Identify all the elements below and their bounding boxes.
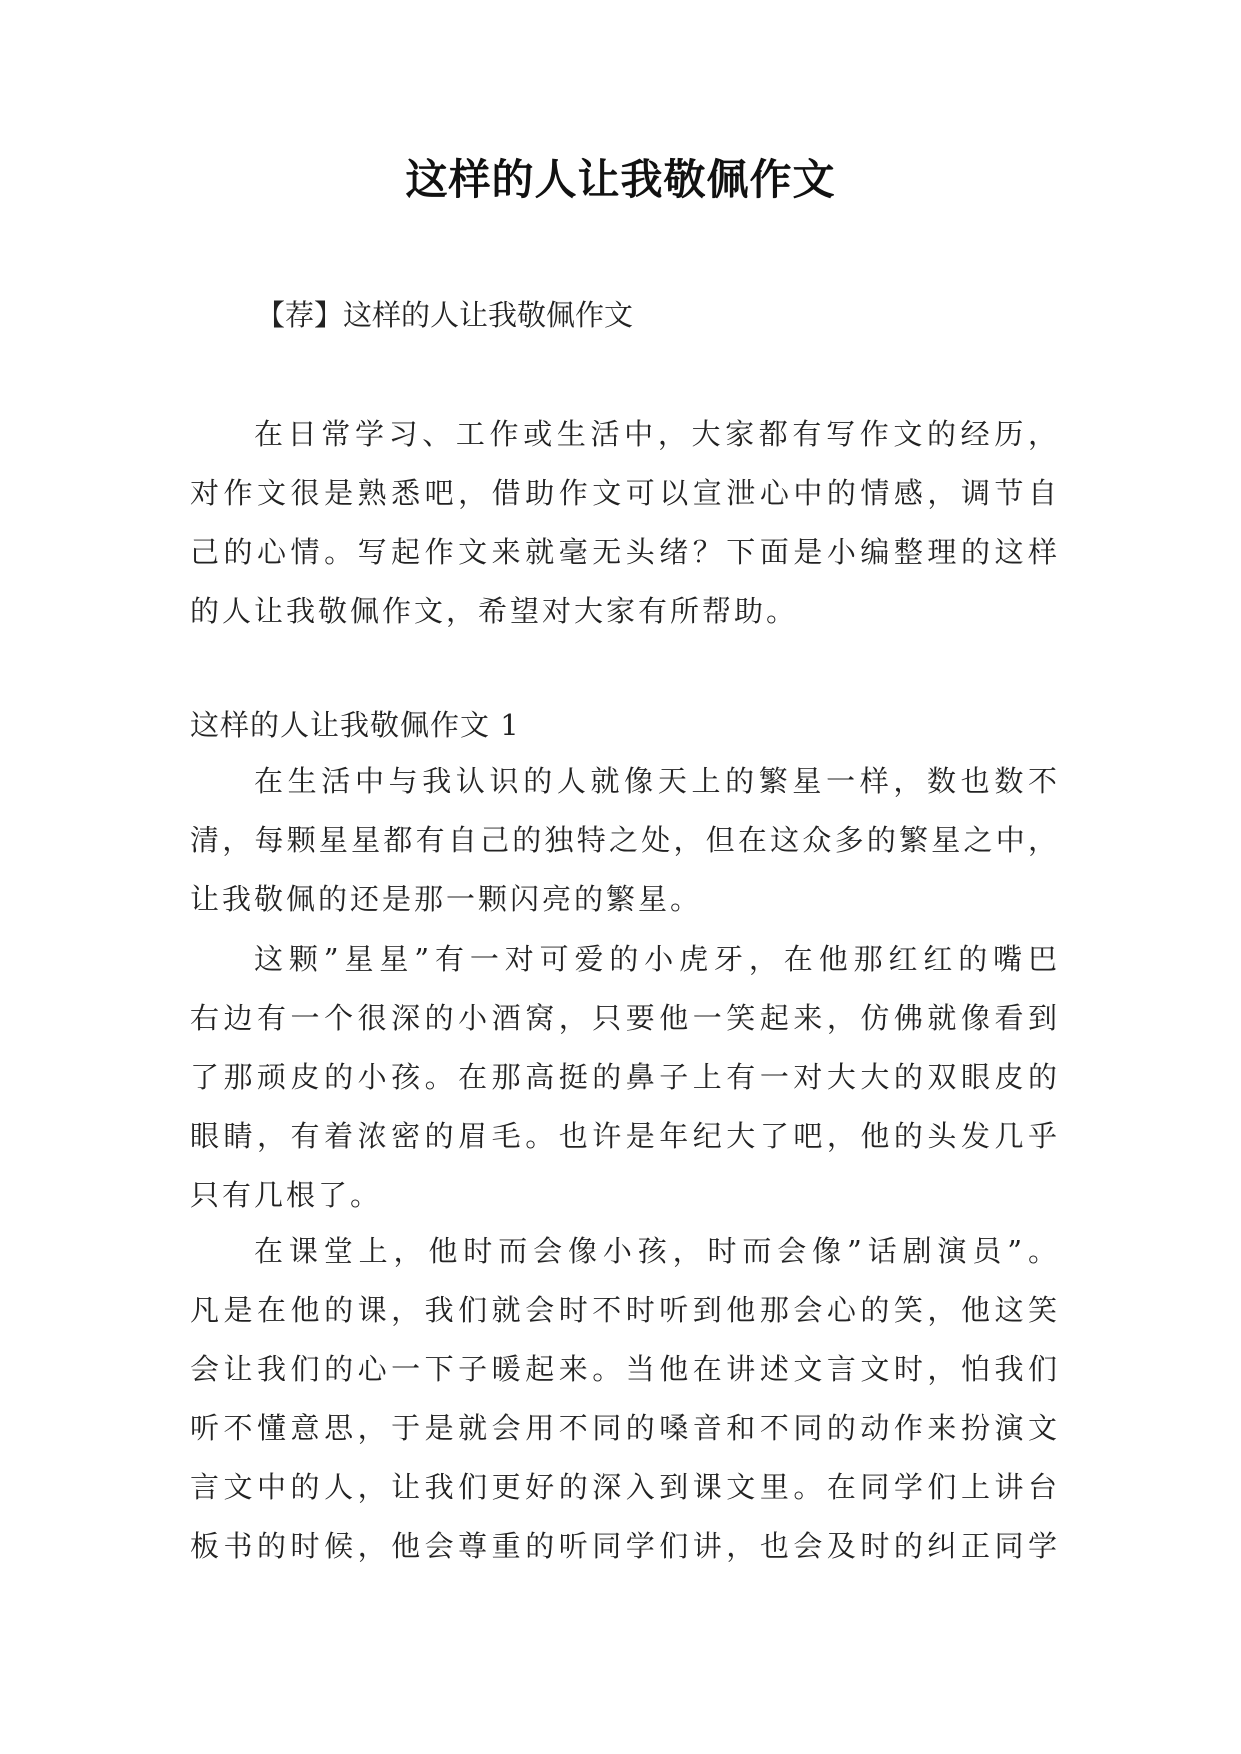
- paragraph-line: 听不懂意思，于是就会用不同的嗓音和不同的动作来扮演文: [190, 1411, 1060, 1445]
- paragraph-line: 了那顽皮的小孩。在那高挺的鼻子上有一对大大的双眼皮的: [190, 1060, 1060, 1094]
- paragraph-line: 只有几根了。: [190, 1178, 383, 1212]
- paragraph-line: 让我敬佩的还是那一颗闪亮的繁星。: [190, 882, 703, 916]
- paragraph-line: 言文中的人，让我们更好的深入到课文里。在同学们上讲台: [190, 1470, 1060, 1504]
- paragraph-line: 会让我们的心一下子暖起来。当他在讲述文言文时，怕我们: [190, 1352, 1060, 1386]
- paragraph-line: 在生活中与我认识的人就像天上的繁星一样，数也数不: [254, 764, 1060, 798]
- paragraph-line: 眼睛，有着浓密的眉毛。也许是年纪大了吧，他的头发几乎: [190, 1119, 1060, 1153]
- document-title: 这样的人让我敬佩作文: [405, 155, 836, 204]
- paragraph-2: [190, 930, 1060, 1225]
- document-subtitle: 【荐】这样的人让我敬佩作文: [256, 298, 634, 332]
- paragraph-line: 右边有一个很深的小酒窝，只要他一笑起来，仿佛就像看到: [190, 1001, 1060, 1035]
- paragraph-line: 清，每颗星星都有自己的独特之处，但在这众多的繁星之中，: [190, 823, 1060, 857]
- intro-paragraph: [190, 405, 1060, 641]
- section-heading: 这样的人让我敬佩作文 1: [190, 708, 520, 742]
- paragraph-1: [190, 752, 1060, 929]
- paragraph-line: 这颗”星星”有一对可爱的小虎牙，在他那红红的嘴巴: [254, 942, 1060, 976]
- paragraph-3: [190, 1222, 1060, 1576]
- intro-line: 在日常学习、工作或生活中，大家都有写作文的经历，: [254, 417, 1060, 451]
- paragraph-line: 凡是在他的课，我们就会时不时听到他那会心的笑，他这笑: [190, 1293, 1060, 1327]
- intro-line: 的人让我敬佩作文，希望对大家有所帮助。: [190, 594, 799, 628]
- intro-line: 己的心情。写起作文来就毫无头绪？下面是小编整理的这样: [190, 535, 1060, 569]
- intro-line: 对作文很是熟悉吧，借助作文可以宣泄心中的情感，调节自: [190, 476, 1060, 510]
- paragraph-line: 板书的时候，他会尊重的听同学们讲，也会及时的纠正同学: [190, 1529, 1060, 1563]
- paragraph-line: 在课堂上，他时而会像小孩，时而会像”话剧演员”。: [254, 1234, 1060, 1268]
